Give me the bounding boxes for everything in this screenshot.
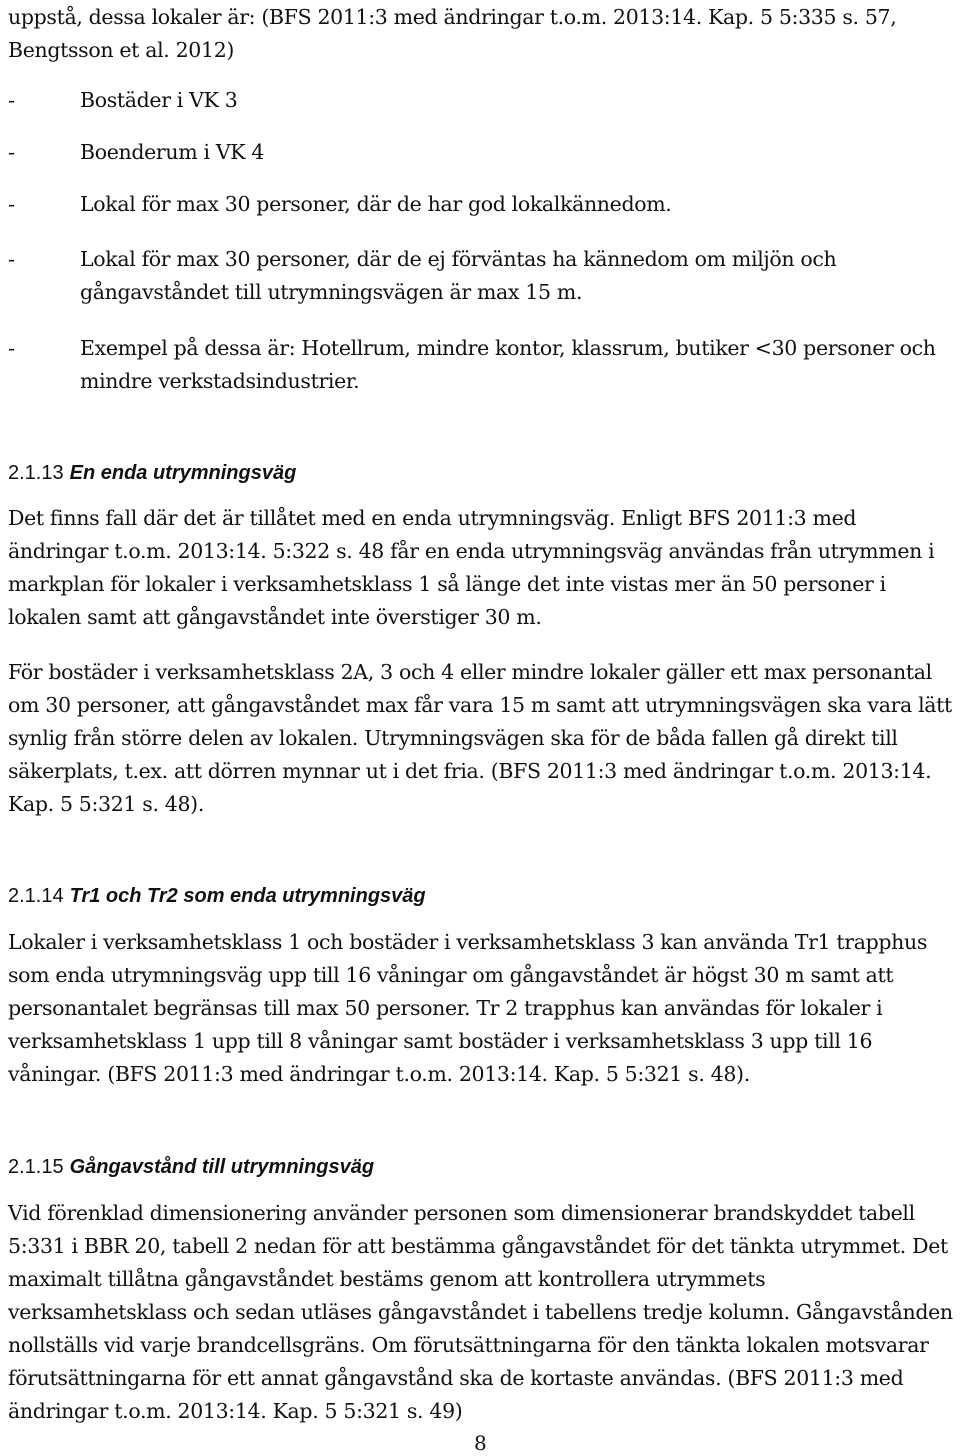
section-number: 2.1.15 <box>8 1156 64 1178</box>
paragraph-line: lokalen samt att gångavståndet inte överstiger 30 m. <box>8 605 542 629</box>
paragraph-line: För bostäder i verksamhetsklass 2A, 3 och 4 eller mindre lokaler gäller ett max personantal <box>8 660 932 684</box>
bullet-text: Lokal för max 30 personer, där de ej förväntas ha kännedom om miljön och <box>80 247 837 271</box>
paragraph-line: markplan för lokaler i verksamhetsklass 1 så länge det inte vistas mer än 50 personer i <box>8 572 886 596</box>
section-heading <box>8 462 296 485</box>
bullet-text: Lokal för max 30 personer, där de har god lokalkännedom. <box>80 192 672 216</box>
section-heading <box>8 1156 374 1179</box>
paragraph-line: Det finns fall där det är tillåtet med en enda utrymningsväg. Enligt BFS 2011:3 med <box>8 506 857 530</box>
bullet-dash: - <box>8 336 15 360</box>
paragraph-line: verksamhetsklass 1 upp till 8 våningar samt bostäder i verksamhetsklass 3 upp till 16 <box>8 1029 873 1053</box>
bullet-dash: - <box>8 192 15 216</box>
intro-line: Bengtsson et al. 2012) <box>8 38 235 62</box>
bullet-text: Bostäder i VK 3 <box>80 88 238 112</box>
section-number: 2.1.13 <box>8 462 64 484</box>
section-title: Gångavstånd till utrymningsväg <box>69 1156 375 1178</box>
paragraph-line: nollställs vid varje brandcellsgräns. Om förutsättningarna för den tänkta lokalen motsvarar <box>8 1333 929 1357</box>
bullet-dash: - <box>8 140 15 164</box>
paragraph-line: Lokaler i verksamhetsklass 1 och bostäder i verksamhetsklass 3 kan använda Tr1 trapphus <box>8 930 928 954</box>
intro-line: uppstå, dessa lokaler är: (BFS 2011:3 med ändringar t.o.m. 2013:14. Kap. 5 5:335 s. 57, <box>8 5 897 29</box>
section-title: Tr1 och Tr2 som enda utrymningsväg <box>69 885 426 907</box>
bullet-text: Boenderum i VK 4 <box>80 140 265 164</box>
section-number: 2.1.14 <box>8 885 64 907</box>
bullet-text: Exempel på dessa är: Hotellrum, mindre kontor, klassrum, butiker <30 personer och <box>80 336 936 360</box>
bullet-text: gångavståndet till utrymningsvägen är max 15 m. <box>80 280 583 304</box>
paragraph-line: ändringar t.o.m. 2013:14. Kap. 5 5:321 s. 49) <box>8 1399 463 1423</box>
bullet-text: mindre verkstadsindustrier. <box>80 369 360 393</box>
paragraph-line: Vid förenklad dimensionering använder personen som dimensionerar brandskyddet tabell <box>8 1201 915 1225</box>
paragraph-line: personantalet begränsas till max 50 personer. Tr 2 trapphus kan användas för lokaler i <box>8 996 883 1020</box>
paragraph-line: förutsättningarna för ett annat gångavstånd ska de kortaste användas. (BFS 2011:3 med <box>8 1366 904 1390</box>
paragraph-line: ändringar t.o.m. 2013:14. 5:322 s. 48 får en enda utrymningsväg användas från utrymmen i <box>8 539 935 563</box>
paragraph-line: om 30 personer, att gångavståndet max får vara 15 m samt att utrymningsvägen ska vara lätt <box>8 693 952 717</box>
paragraph-line: säkerplats, t.ex. att dörren mynnar ut i det fria. (BFS 2011:3 med ändringar t.o.m. 2013:14. <box>8 759 932 783</box>
paragraph-line: 5:331 i BBR 20, tabell 2 nedan för att bestämma gångavståndet för det tänkta utrymmet. Det <box>8 1234 948 1258</box>
paragraph-line: som enda utrymningsväg upp till 16 våningar om gångavståndet är högst 30 m samt att <box>8 963 894 987</box>
paragraph-line: verksamhetsklass och sedan utläses gångavståndet i tabellens tredje kolumn. Gångavstånden <box>8 1300 953 1324</box>
section-heading <box>8 885 426 908</box>
section-title: En enda utrymningsväg <box>69 462 297 484</box>
bullet-dash: - <box>8 88 15 112</box>
paragraph-line: maximalt tillåtna gångavståndet bestäms genom att kontrollera utrymmets <box>8 1267 766 1291</box>
paragraph-line: våningar. (BFS 2011:3 med ändringar t.o.m. 2013:14. Kap. 5 5:321 s. 48). <box>8 1062 750 1086</box>
paragraph-line: synlig från större delen av lokalen. Utrymningsvägen ska för de båda fallen gå direkt till <box>8 726 898 750</box>
bullet-dash: - <box>8 247 15 271</box>
page-number: 8 <box>474 1431 487 1455</box>
paragraph-line: Kap. 5 5:321 s. 48). <box>8 792 204 816</box>
